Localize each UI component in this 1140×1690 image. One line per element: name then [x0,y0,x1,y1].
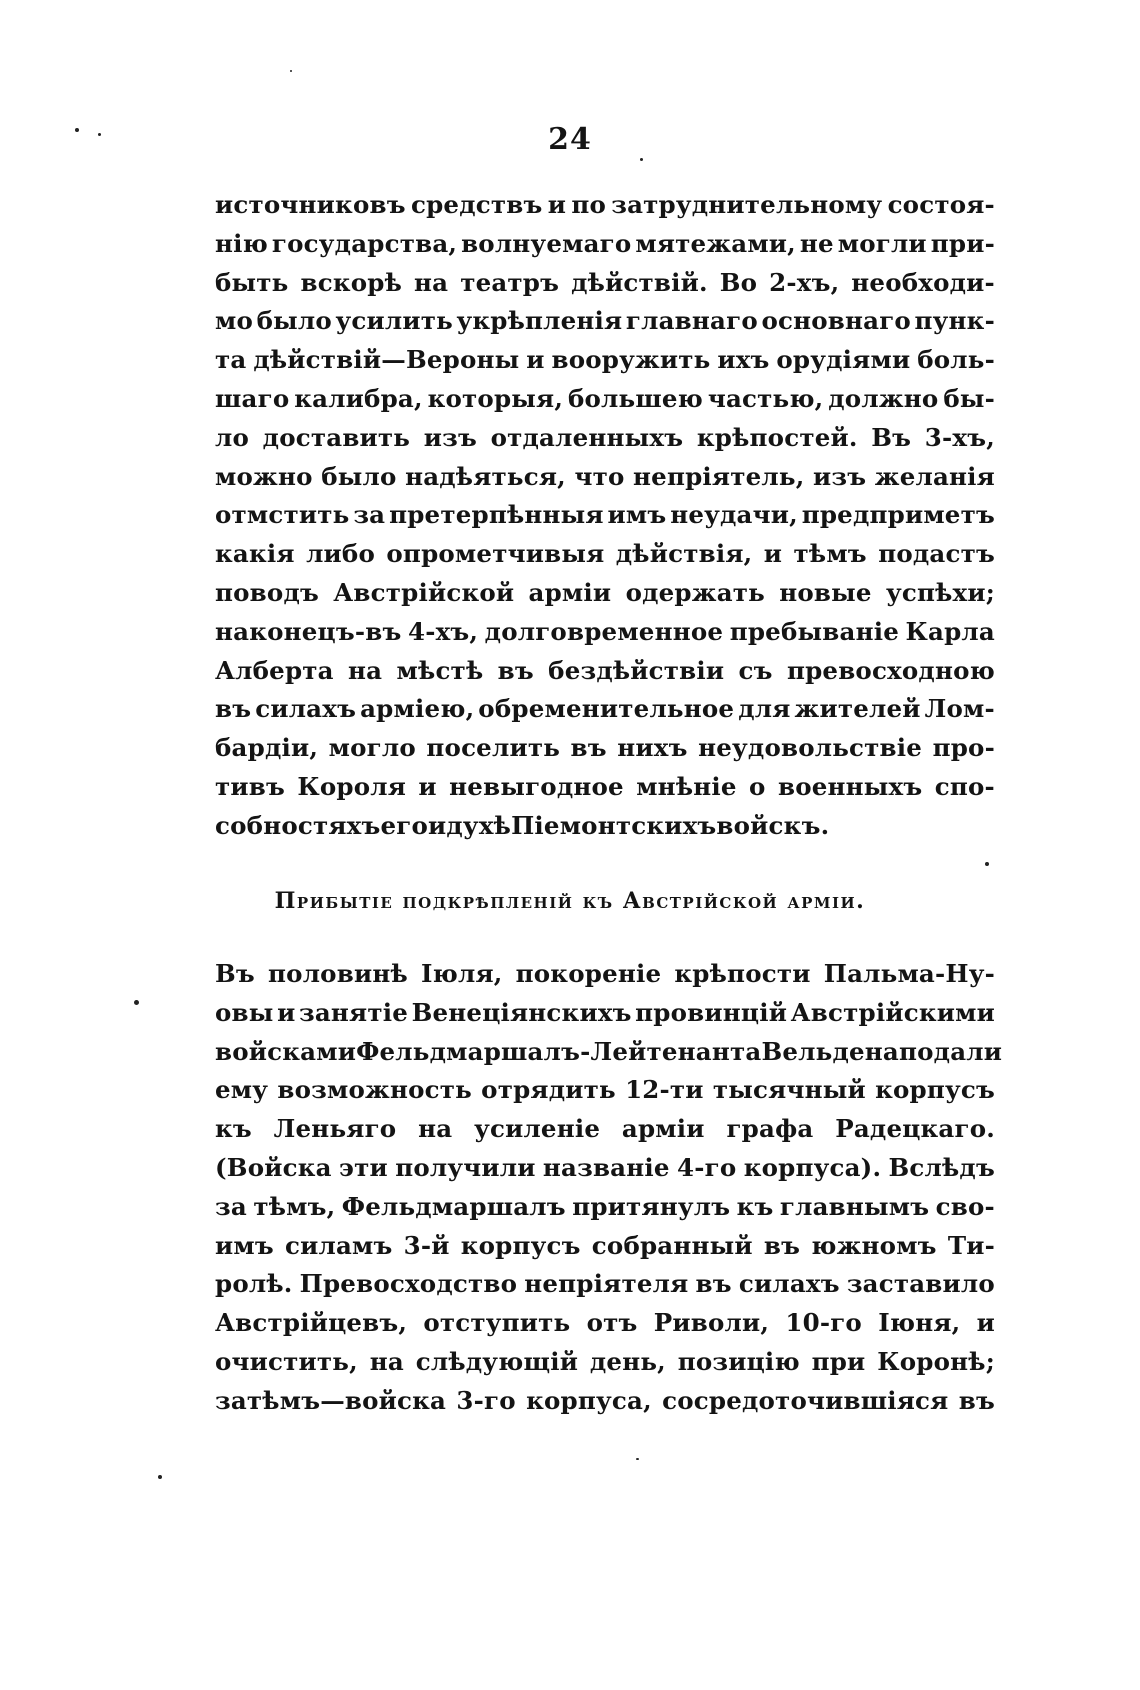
text-line: та дѣйствій—Вероны и вооружить ихъ орудіями боль- [215,345,995,375]
text-line: ло доставить изъ отдаленныхъ крѣпостей. Въ 3-хъ, [215,422,995,452]
scan-speck [98,133,101,136]
text-line: къ Леньяго на усиленіе арміи графа Радецкаго. [215,1114,995,1144]
text-line: тивъ Короля и невыгодное мнѣніе о военныхъ спо- [215,771,995,801]
text-line: Въ половинѣ Іюля, покореніе крѣпости Пальма-Ну- [215,959,995,988]
scan-speck [158,1475,162,1479]
text-line: войсками Фельдмаршалъ-Лейтенанта Вельдена подали [215,1036,1003,1066]
text-line: затѣмъ—войска 3-го корпуса, сосредоточившіяся въ [215,1385,995,1415]
text-line: можно было надѣяться, что непріятель, изъ желанія [215,461,995,491]
scan-speck [290,70,292,72]
text-line: шаго калибра, которыя, большею частью, должно бы- [215,383,995,413]
scan-speck [640,158,643,161]
text-line: поводъ Австрійской арміи одержать новые успѣхи; [215,577,995,607]
text-line: ему возможность отрядить 12-ти тысячный корпусъ [215,1075,995,1105]
text-line: Австрійцевъ, отступить отъ Риволи, 10-го Іюня, и [215,1308,995,1338]
text-line: Алберта на мѣстѣ въ бездѣйствіи съ превосходною [215,655,995,685]
page-number: 24 [548,122,592,157]
text-line: въ силахъ арміею, обременительное для жителей Лом- [215,694,995,724]
text-line: источниковъ средствъ и по затруднительному состоя- [215,190,995,219]
text-line: бардіи, могло поселить въ нихъ неудовольствіе про- [215,733,995,763]
text-line: собностяхъ его и духѣ Піемонтскихъ войскъ. [215,810,830,840]
scan-speck [134,1000,139,1005]
text-line: отмстить за претерпѣнныя имъ неудачи, предприметъ [215,500,995,530]
text-line: очистить, на слѣдующій день, позицію при Коронѣ; [215,1346,995,1376]
scan-speck [636,1458,639,1460]
text-line: мо было усилить укрѣпленія главнаго основнаго пунк- [215,306,995,336]
text-line: ролѣ. Превосходство непріятеля въ силахъ заставило [215,1269,995,1299]
text-line: быть вскорѣ на театръ дѣйствій. Во 2-хъ, необходи- [215,267,995,297]
paragraph-2 [215,955,1003,1421]
text-line: (Войска эти получили названіе 4-го корпуса). Вслѣдъ [215,1152,995,1182]
text-line: наконецъ-въ 4-хъ, долговременное пребываніе Карла [215,616,995,646]
text-line: овы и занятіе Венеціянскихъ провинцій Австрійскими [215,997,995,1027]
text-line: имъ силамъ 3-й корпусъ собранный въ южномъ Ти- [215,1230,995,1260]
text-line: какія либо опрометчивыя дѣйствія, и тѣмъ подастъ [215,539,995,569]
text-line: за тѣмъ, Фельдмаршалъ притянулъ къ главнымъ сво- [215,1191,995,1221]
scan-speck [75,128,79,132]
section-heading: Прибытіе подкрѣпленій къ Австрійской арміи. [274,888,866,914]
text-line: нію государства, волнуемаго мятежами, не могли при- [215,228,995,258]
paragraph-1 [215,186,995,846]
scan-speck [985,862,989,866]
